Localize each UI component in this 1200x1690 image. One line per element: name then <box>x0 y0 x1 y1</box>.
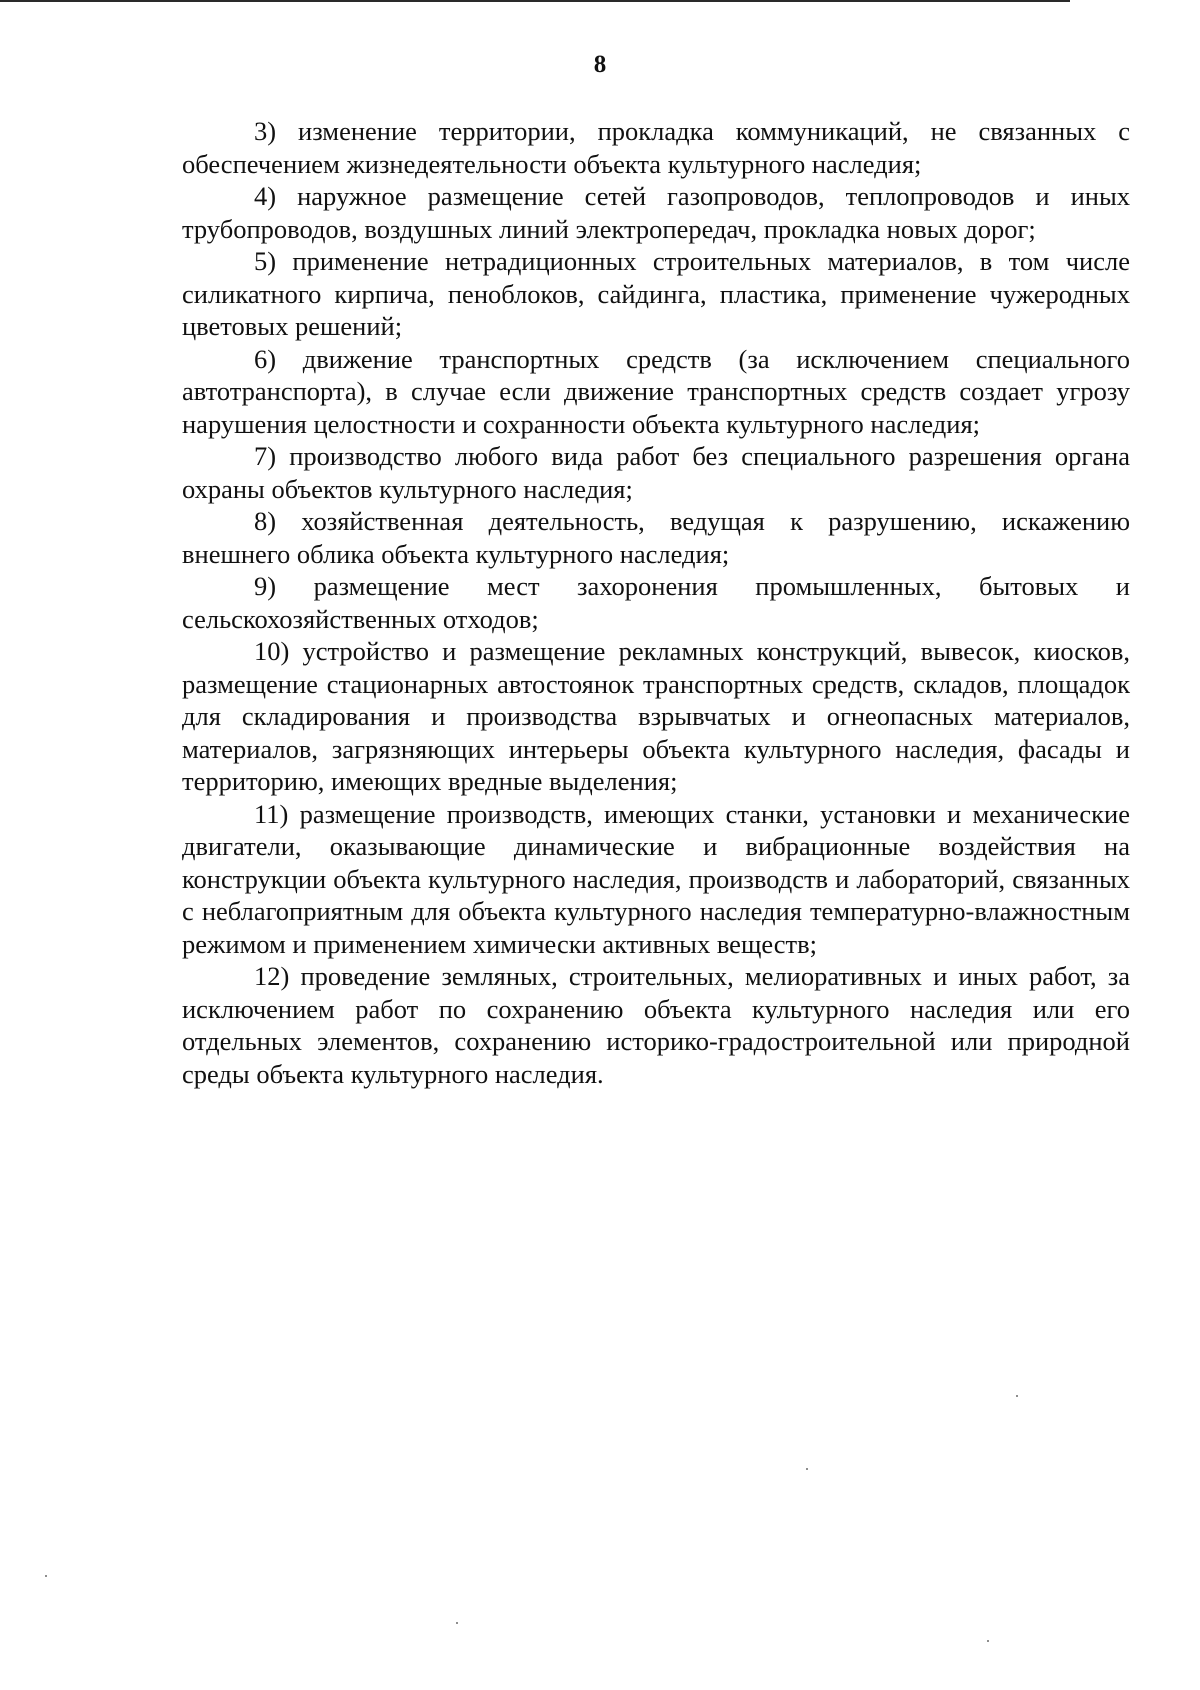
scan-speck <box>456 1622 458 1624</box>
scan-speck <box>987 1640 989 1642</box>
document-body <box>182 115 1130 1090</box>
scan-speck <box>1016 1395 1018 1397</box>
list-item-9: 9) размещение мест захоронения промышленных, бытовых и сельскохозяйственных отходов; <box>182 571 1130 634</box>
list-item-3: 3) изменение территории, прокладка коммуникаций, не связанных с обеспечением жизнедеятельности объекта культурного наследия; <box>182 116 1130 179</box>
scan-edge-line <box>0 0 1070 2</box>
list-item-6: 6) движение транспортных средств (за исключением специального автотранспорта), в случае если движение транспортных средств создает угрозу нарушения целостности и сохранности объекта культурного наследия; <box>182 343 1130 439</box>
list-item-8: 8) хозяйственная деятельность, ведущая к разрушению, искажению внешнего облика объекта культурного наследия; <box>182 506 1130 569</box>
list-item-4: 4) наружное размещение сетей газопроводов, теплопроводов и иных трубопроводов, воздушных линий электропередач, прокладка новых дорог; <box>182 181 1130 244</box>
list-item-7: 7) производство любого вида работ без специального разрешения органа охраны объектов культурного наследия; <box>182 441 1130 504</box>
list-item-10: 10) устройство и размещение рекламных конструкций, вывесок, киосков, размещение стационарных автостоянок транспортных средств, складов, площадок для складирования и производства взрывчатых и огнеопасных материалов, материалов, загрязняющих интерьеры объекта культурного наследия, фасады и территорию, имеющих вредные выделения; <box>182 636 1130 796</box>
page-number: 8 <box>593 51 607 78</box>
list-item-12: 12) проведение земляных, строительных, мелиоративных и иных работ, за исключением работ по сохранению объекта культурного наследия или его отдельных элементов, сохранению историко-градостроительной или природной среды объекта культурного наследия. <box>182 961 1130 1089</box>
list-item-11: 11) размещение производств, имеющих станки, установки и механические двигатели, оказывающие динамические и вибрационные воздействия на конструкции объекта культурного наследия, производств и лабораторий, связанных с неблагоприятным для объекта культурного наследия температурно-влажностным режимом и применением химически активных веществ; <box>182 798 1130 959</box>
scan-speck <box>45 1575 47 1577</box>
scan-speck <box>806 1468 808 1470</box>
list-item-5: 5) применение нетрадиционных строительных материалов, в том числе силикатного кирпича, пеноблоков, сайдинга, пластика, применение чужеродных цветовых решений; <box>182 246 1130 341</box>
